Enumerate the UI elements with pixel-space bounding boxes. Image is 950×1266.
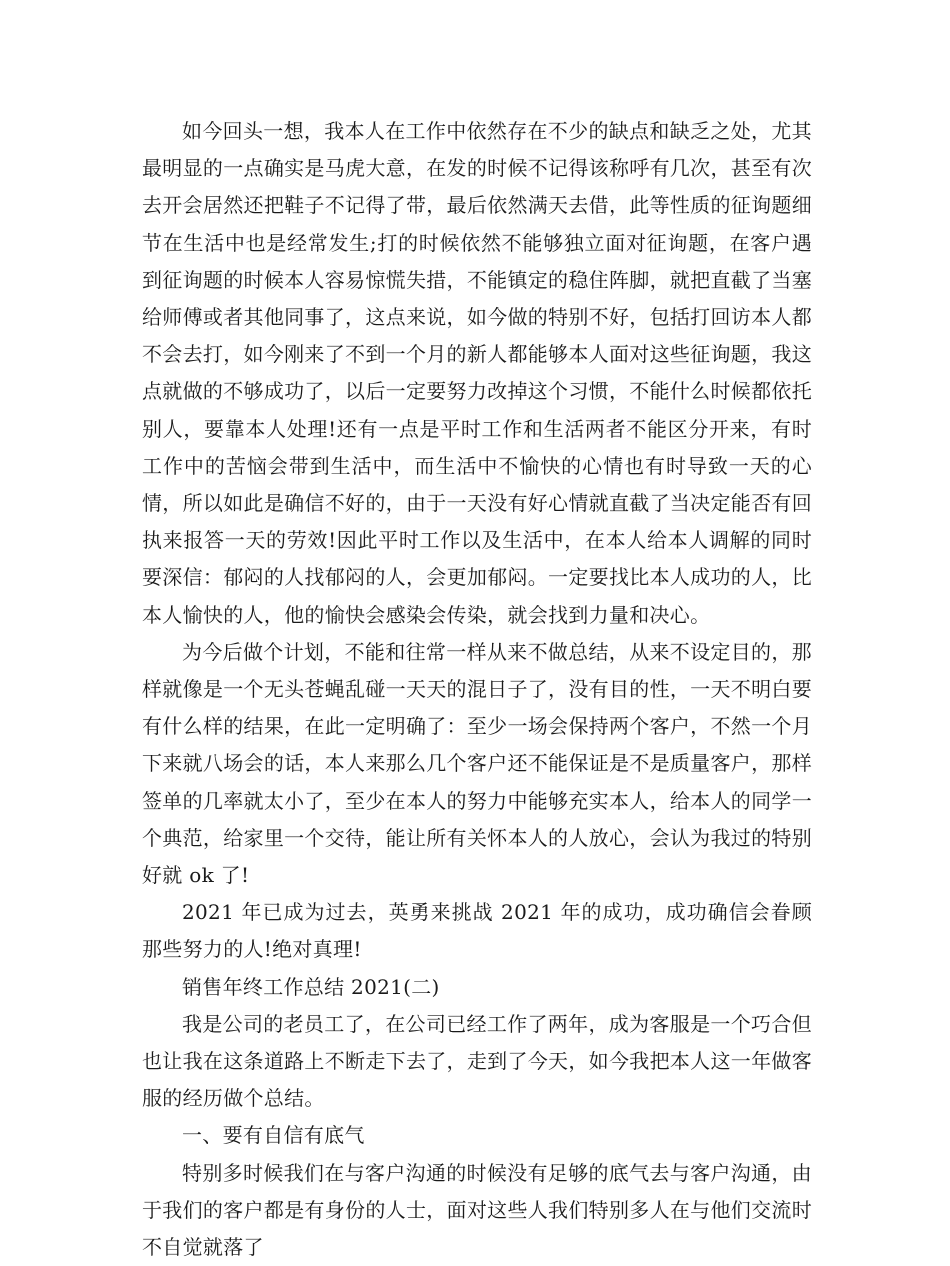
section-heading: 销售年终工作总结 2021(二): [182, 974, 440, 999]
paragraph-plan: 为今后做个计划，不能和往常一样从来不做总结，从来不设定目的，那样就像是一个无头苍蝇乱碰一天天的混日子了，没有目的性，一天不明白要有什么样的结果，在此一定明确了：至少一场会保持两个客户，不然一个月下来就八场会的话，本人来那么几个客户还不能保证是不是质量客户，那样签单的几率就太小了，至少在本人的努力中能够充实本人，给本人的同学一个典范，给家里一个交待，能让所有关怀本人的人放心，会认为我过的特别好就 ok 了!: [142, 639, 812, 888]
document-body: [142, 113, 812, 1266]
subsection-heading: 一、要有自信有底气: [182, 1123, 365, 1148]
paragraph-year-closing: 2021 年已成为过去，英勇来挑战 2021 年的成功，成功确信会眷顾那些努力的人!绝对真理!: [142, 900, 812, 962]
paragraph-confidence: 特别多时候我们在与客户沟通的时候没有足够的底气去与客户沟通，由于我们的客户都是有身份的人士，面对这些人我们特别多人在与他们交流时不自觉就落了: [142, 1160, 812, 1260]
paragraph-intro: 我是公司的老员工了，在公司已经工作了两年，成为客服是一个巧合但也让我在这条道路上不断走下去了，走到了今天，如今我把本人这一年做客服的经历做个总结。: [142, 1011, 812, 1111]
paragraph-shortcomings: 如今回头一想，我本人在工作中依然存在不少的缺点和缺乏之处，尤其最明显的一点确实是马虎大意，在发的时候不记得该称呼有几次，甚至有次去开会居然还把鞋子不记得了带，最后依然满天去借，此等性质的征询题细节在生活中也是经常发生;打的时候依然不能够独立面对征询题，在客户遇到征询题的时候本人容易惊慌失措，不能镇定的稳住阵脚，就把直截了当塞给师傅或者其他同事了，这点来说，如今做的特别不好，包括打回访本人都不会去打，如今刚来了不到一个月的新人都能够本人面对这些征询题，我这点就做的不够成功了，以后一定要努力改掉这个习惯，不能什么时候都依托别人，要靠本人处理!还有一点是平时工作和生活两者不能区分开来，有时工作中的苦恼会带到生活中，而生活中不愉快的心情也有时导致一天的心情，所以如此是确信不好的，由于一天没有好心情就直截了当决定能否有回执来报答一天的劳效!因此平时工作以及生活中，在本人给本人调解的同时要深信：郁闷的人找郁闷的人，会更加郁闷。一定要找比本人成功的人，比本人愉快的人，他的愉快会感染会传染，就会找到力量和决心。: [142, 119, 812, 627]
